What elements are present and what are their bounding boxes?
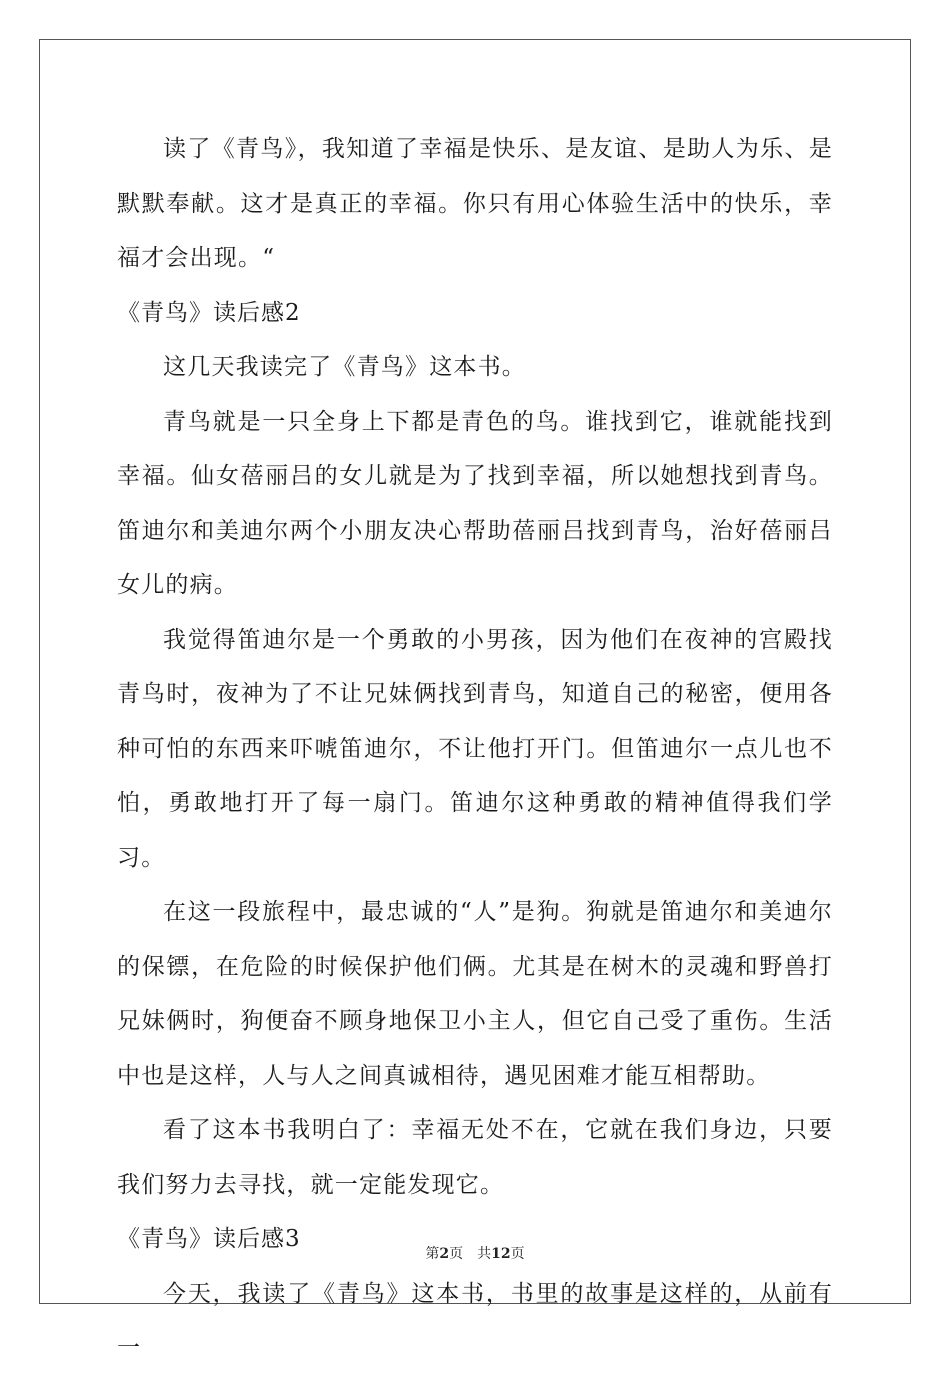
paragraph: 看了这本书我明白了：幸福无处不在，它就在我们身边，只要我们努力去寻找，就一定能发现它。 [117, 1117, 833, 1198]
page-suffix: 页 [449, 1246, 464, 1262]
paragraph: 今天，我读了《青鸟》这本书，书里的故事是这样的，从前有一 [117, 1280, 833, 1361]
total-suffix: 页 [510, 1246, 525, 1262]
section-heading: 《青鸟》读后感3 [117, 1226, 301, 1252]
page-footer [0, 1244, 950, 1264]
page-prefix: 第 [425, 1246, 440, 1262]
paragraph: 读了《青鸟》，我知道了幸福是快乐、是友谊、是助人为乐、是默默奉献。这才是真正的幸福。你只有用心体验生活中的快乐，幸福才会出现。“ [117, 136, 833, 271]
page-number: 2 [439, 1246, 450, 1262]
total-pages: 12 [491, 1246, 511, 1262]
paragraph: 青鸟就是一只全身上下都是青色的鸟。谁找到它，谁就能找到幸福。仙女蓓丽吕的女儿就是为了找到幸福，所以她想找到青鸟。笛迪尔和美迪尔两个小朋友决心帮助蓓丽吕找到青鸟，治好蓓丽吕女儿的病。 [117, 408, 833, 598]
paragraph: 在这一段旅程中，最忠诚的“人”是狗。狗就是笛迪尔和美迪尔的保镖，在危险的时候保护他们俩。尤其是在树木的灵魂和野兽打兄妹俩时，狗便奋不顾身地保卫小主人，但它自己受了重伤。生活中也是这样，人与人之间真诚相待，遇见困难才能互相帮助。 [117, 899, 833, 1089]
paragraph: 我觉得笛迪尔是一个勇敢的小男孩，因为他们在夜神的宫殿找青鸟时，夜神为了不让兄妹俩找到青鸟，知道自己的秘密，便用各种可怕的东西来吓唬笛迪尔，不让他打开门。但笛迪尔一点儿也不怕，勇敢地打开了每一扇门。笛迪尔这种勇敢的精神值得我们学习。 [117, 626, 833, 871]
total-prefix: 共 [477, 1246, 492, 1262]
paragraph: 这几天我读完了《青鸟》这本书。 [163, 354, 526, 380]
document-body [117, 122, 833, 1376]
section-heading: 《青鸟》读后感2 [117, 299, 301, 326]
